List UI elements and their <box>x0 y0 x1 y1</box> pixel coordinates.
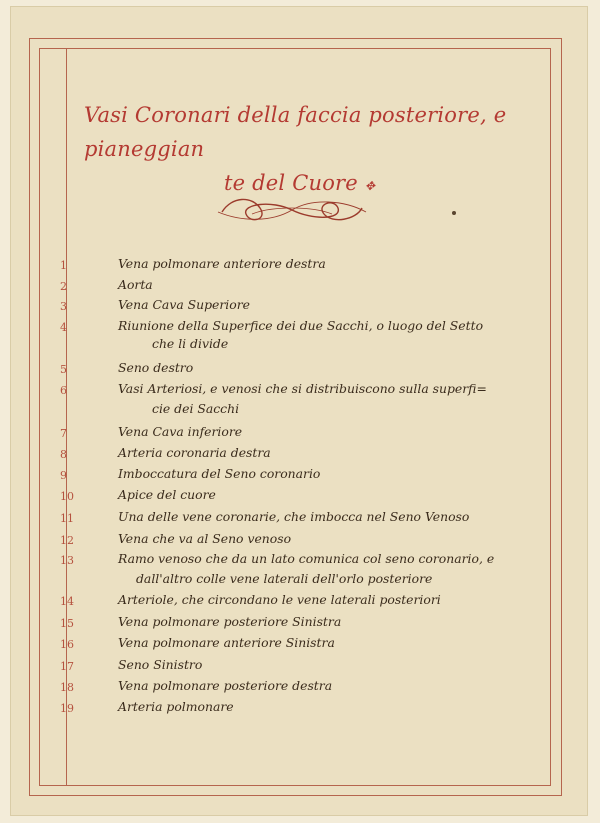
title-line-1: Vasi Coronari della faccia posteriore, e pianeggian <box>84 103 507 161</box>
item-text-continued: che li divide <box>152 336 229 351</box>
margin-rule <box>66 48 67 786</box>
item-number: 9 <box>60 469 67 482</box>
item-number: 4 <box>60 321 67 334</box>
item-number: 3 <box>60 300 67 313</box>
item-number: 17 <box>60 660 74 673</box>
item-text: Imboccatura del Seno coronario <box>118 466 321 481</box>
item-number: 13 <box>60 554 74 567</box>
item-number: 10 <box>60 490 74 503</box>
item-number: 6 <box>60 384 67 397</box>
item-number: 11 <box>60 512 74 525</box>
item-text: Vena Cava inferiore <box>118 424 243 439</box>
item-number: 19 <box>60 702 74 715</box>
item-number: 1 <box>60 259 67 272</box>
item-text: Vena polmonare anteriore destra <box>118 256 326 271</box>
item-text: Una delle vene coronarie, che imbocca nel Seno Venoso <box>118 509 470 524</box>
item-number: 16 <box>60 638 74 651</box>
item-text: Apice del cuore <box>118 487 216 502</box>
item-number: 7 <box>60 427 67 440</box>
item-text: Vena polmonare posteriore Sinistra <box>118 614 342 629</box>
flourish-star-icon: ✥ <box>364 179 376 193</box>
page-title <box>84 98 554 203</box>
item-text: Riunione della Superfice dei due Sacchi, o luogo del Setto <box>118 318 484 333</box>
item-text: Seno Sinistro <box>118 657 203 672</box>
item-number: 8 <box>60 448 67 461</box>
item-number: 5 <box>60 363 67 376</box>
item-text: Arteriole, che circondano le vene laterali posteriori <box>118 592 441 607</box>
item-text: Arteria polmonare <box>118 699 234 714</box>
item-number: 14 <box>60 595 74 608</box>
item-text: Aorta <box>118 277 153 292</box>
item-text-continued: cie dei Sacchi <box>152 401 240 416</box>
ink-spot <box>452 211 456 215</box>
item-text: Seno destro <box>118 360 194 375</box>
item-number: 18 <box>60 681 74 694</box>
item-text: Ramo venoso che da un lato comunica col seno coronario, e <box>118 551 495 566</box>
item-text: Vena polmonare posteriore destra <box>118 678 333 693</box>
item-text: Vena polmonare anteriore Sinistra <box>118 635 335 650</box>
ornamental-flourish-icon <box>212 190 372 230</box>
item-number: 12 <box>60 534 74 547</box>
item-text-continued: dall'altro colle vene laterali dell'orlo posteriore <box>136 571 433 586</box>
item-text: Arteria coronaria destra <box>118 445 271 460</box>
item-text: Vena che va al Seno venoso <box>118 531 292 546</box>
item-text: Vena Cava Superiore <box>118 297 250 312</box>
title-line-2: te del Cuore <box>224 171 358 195</box>
item-number: 2 <box>60 280 67 293</box>
item-number: 15 <box>60 617 74 630</box>
item-text: Vasi Arteriosi, e venosi che si distribuiscono sulla superfi= <box>118 381 487 396</box>
